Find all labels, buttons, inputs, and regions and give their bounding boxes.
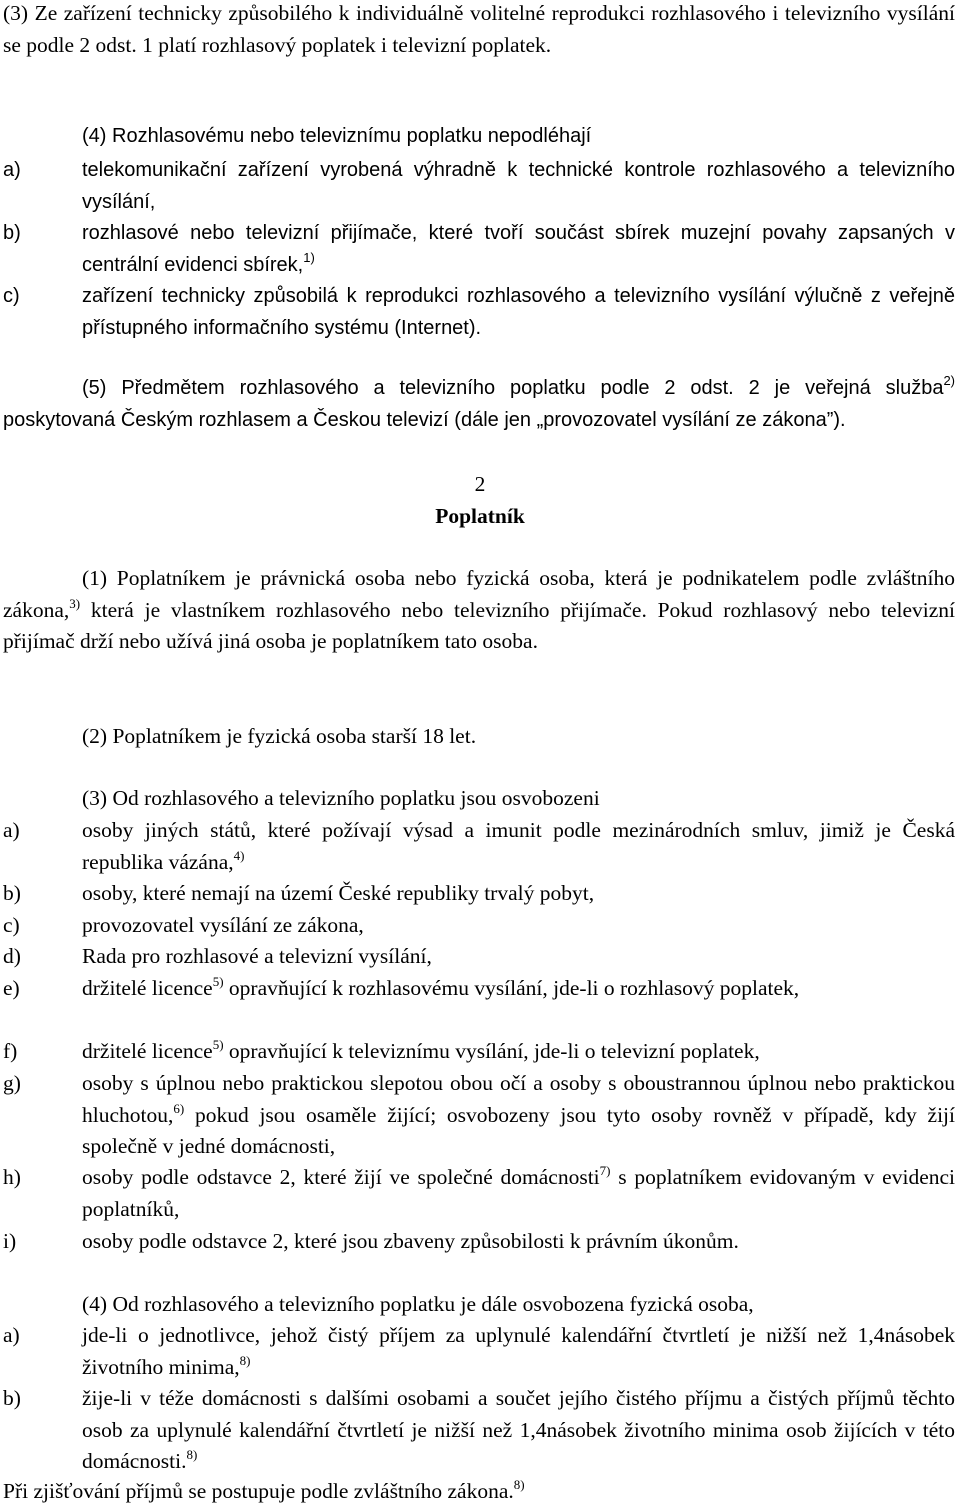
list-marker: f) [3, 1039, 18, 1063]
list-marker: b) [3, 1386, 21, 1410]
list-item [3, 155, 955, 218]
list-item-text-cont: opravňující k televiznímu vysílání, jde-li o televizní poplatek, [223, 1039, 760, 1063]
list-item [3, 1320, 955, 1383]
list-marker: g) [3, 1071, 21, 1095]
section-paragraph-4-intro: (4) Od rozhlasového a televizního poplatku je dále osvobozena fyzická osoba, [82, 1292, 754, 1316]
list-item-text: osoby jiných států, které požívají výsad a imunit podle mezinárodních smluv, jimiž je Česká republika vázána, [82, 818, 955, 874]
list-item [3, 1068, 955, 1163]
paragraph-5 [3, 373, 955, 436]
footnote-ref: 8) [186, 1447, 198, 1462]
list-item-text: osoby, které nemají na území České republiky trvalý pobyt, [82, 881, 595, 905]
list-marker: c) [3, 285, 20, 307]
footnote-ref: 8) [513, 1477, 525, 1492]
list-item [3, 1162, 955, 1225]
list-item [3, 218, 955, 281]
list-item [3, 910, 955, 942]
list-item-text: držitelé licence [82, 976, 213, 1000]
list-marker: a) [3, 818, 20, 842]
section-number: 2 [474, 472, 486, 496]
footnote-ref: 4) [233, 847, 245, 863]
paragraph-3-text: (3) Ze zařízení technicky způsobilého k individuálně volitelné reprodukci rozhlasového i televizního vysílání se podle 2 odst. 1 platí rozhlasový poplatek i televizní poplatek. [3, 1, 955, 57]
list-item-text: rozhlasové nebo televizní přijímače, které tvoří součást sbírek muzejní povahy zapsaných v centrální evidenci sbírek, [82, 222, 955, 276]
list-marker: c) [3, 913, 20, 937]
list-marker: b) [3, 881, 21, 905]
paragraph-4-intro: (4) Rozhlasovému nebo televiznímu poplatku nepodléhají [82, 125, 592, 147]
footnote-ref: 5) [212, 1037, 224, 1052]
closing-sentence [3, 1476, 955, 1508]
list-item-text: žije-li v téže domácnosti s dalšími osobami a součet jejího čistého příjmu a čistých příjmů těchto osob za uplynulé kalendářní čtvrtletí je nižší než 1,4násobek životního minima osob žijících v této domácnosti. [82, 1386, 955, 1473]
paragraph-5-text-cont: poskytovaná Českým rozhlasem a Českou televizí (dále jen „provozovatel vysílání ze zákona”). [3, 408, 846, 431]
paragraph-5-text: (5) Předmětem rozhlasového a televizního poplatku podle 2 odst. 2 je veřejná služba [82, 377, 944, 399]
list-item-text: osoby podle odstavce 2, které jsou zbaveny způsobilosti k právním úkonům. [82, 1229, 739, 1253]
list-item-text: osoby podle odstavce 2, které žijí ve společné domácnosti [82, 1165, 600, 1189]
closing-sentence-text: Při zjišťování příjmů se postupuje podle zvláštního zákona. [3, 1479, 514, 1503]
section-title: Poplatník [435, 504, 525, 528]
list-item [3, 1036, 955, 1068]
list-item-text-cont: opravňující k rozhlasovému vysílání, jde-li o rozhlasový poplatek, [223, 976, 800, 1000]
paragraph-3 [3, 0, 955, 61]
footnote-ref: 1) [303, 249, 315, 265]
list-item [3, 941, 955, 973]
list-item-text: jde-li o jednotlivce, jehož čistý příjem za uplynulé kalendářní čtvrtletí je nižší než 1,4násobek životního minima, [82, 1323, 955, 1379]
list-item-text: provozovatel vysílání ze zákona, [82, 913, 364, 937]
list-item-text: osoby s úplnou nebo praktickou slepotou obou očí a osoby s oboustrannou úplnou nebo praktickou hluchotou, [82, 1071, 955, 1127]
list-marker: h) [3, 1165, 21, 1189]
list-item-text-cont: pokud jsou osaměle žijící; osvobozeny jsou tyto osoby rovněž v případě, kdy žijí společně v jedné domácnosti, [82, 1102, 955, 1158]
list-item [3, 1226, 955, 1258]
list-item [3, 1383, 955, 1478]
footnote-ref: 7) [599, 1163, 611, 1178]
footnote-ref: 2) [943, 373, 955, 388]
list-item [3, 878, 955, 910]
list-item [3, 973, 955, 1005]
footnote-ref: 5) [212, 974, 224, 989]
list-marker: i) [3, 1229, 17, 1253]
list-marker: e) [3, 976, 20, 1000]
list-item-text: držitelé licence [82, 1039, 213, 1063]
section-paragraph-2: (2) Poplatníkem je fyzická osoba starší 18 let. [82, 724, 477, 748]
list-marker: b) [3, 222, 21, 244]
section-paragraph-1-text: (1) Poplatníkem je právnická osoba nebo fyzická osoba, která je podnikatelem podle zvláštního zákona, [3, 566, 955, 622]
list-item [3, 281, 955, 344]
footnote-ref: 3) [69, 595, 81, 611]
list-marker: a) [3, 1323, 20, 1347]
footnote-ref: 8) [239, 1352, 251, 1368]
list-item-text: zařízení technicky způsobilá k reprodukci rozhlasového a televizního vysílání výlučně z veřejně přístupného informačního systému (Internet). [82, 285, 955, 339]
list-item-text: telekomunikační zařízení vyrobená výhradně k technické kontrole rozhlasového a televizního vysílání, [82, 159, 955, 213]
footnote-ref: 6) [173, 1100, 185, 1116]
section-paragraph-3-intro: (3) Od rozhlasového a televizního poplatku jsou osvobozeni [82, 786, 600, 810]
list-marker: a) [3, 159, 21, 181]
list-marker: d) [3, 944, 21, 968]
section-paragraph-1 [3, 563, 955, 658]
list-item [3, 815, 955, 878]
section-paragraph-1-text-cont: která je vlastníkem rozhlasového nebo televizního přijímače. Pokud rozhlasový nebo televizní přijímač drží nebo užívá jiná osoba je poplatníkem tato osoba. [3, 597, 955, 653]
list-item-text-cont: s poplatníkem evidovaným v evidenci poplatníků, [82, 1165, 955, 1221]
list-item-text: Rada pro rozhlasové a televizní vysílání, [82, 944, 432, 968]
